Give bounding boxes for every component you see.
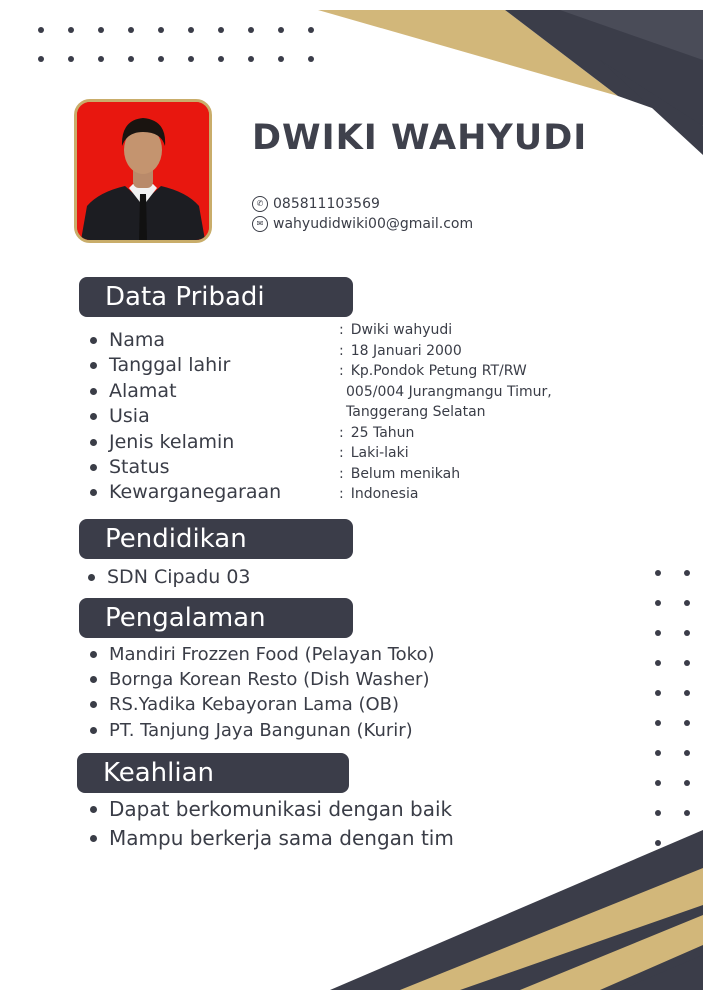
label-usia: Usia	[79, 404, 281, 429]
education-list	[77, 565, 251, 590]
decor-dot	[684, 720, 690, 726]
value-nama: : Dwiki wahyudi	[339, 322, 453, 338]
skills-list	[79, 795, 454, 853]
section-header-experience: Pengalaman	[79, 598, 353, 638]
decor-dot	[655, 750, 661, 756]
decor-dot	[684, 750, 690, 756]
section-header-skills: Keahlian	[77, 753, 349, 793]
value-status: : Belum menikah	[339, 465, 461, 482]
decor-dot	[218, 56, 224, 62]
decor-dot	[684, 600, 690, 606]
experience-item: Bornga Korean Resto (Dish Washer)	[79, 667, 435, 692]
label-status: Status	[79, 455, 281, 480]
decor-dot	[188, 56, 194, 62]
person-silhouette-icon	[77, 102, 209, 240]
decor-dot	[158, 56, 164, 62]
decor-dot	[655, 630, 661, 636]
decor-dot	[98, 56, 104, 62]
section-header-personal: Data Pribadi	[79, 277, 353, 317]
label-kewarganegaraan: Kewarganegaraan	[79, 480, 281, 505]
decor-dot	[278, 56, 284, 62]
value-usia: : 25 Tahun	[339, 424, 415, 441]
decor-dot	[655, 600, 661, 606]
skill-item: Mampu berkerja sama dengan tim	[79, 824, 454, 853]
label-alamat: Alamat	[79, 379, 281, 404]
decor-dot	[38, 56, 44, 62]
decor-dot	[188, 27, 194, 33]
skill-item: Dapat berkomunikasi dengan baik	[79, 795, 454, 824]
value-kewarganegaraan: : Indonesia	[339, 486, 419, 502]
decor-dot	[68, 27, 74, 33]
decor-dot	[308, 56, 314, 62]
decor-dot	[684, 660, 690, 666]
phone-icon: ✆	[252, 196, 268, 212]
decor-dot	[684, 690, 690, 696]
decor-dot	[38, 27, 44, 33]
decor-dot	[684, 570, 690, 576]
decor-dot	[655, 840, 661, 846]
decor-dot	[278, 27, 284, 33]
decor-dot	[684, 780, 690, 786]
email-address: wahyudidwiki00@gmail.com	[273, 216, 474, 232]
phone-contact[interactable]	[252, 196, 380, 212]
decor-dot	[248, 56, 254, 62]
decor-dot	[218, 27, 224, 33]
experience-item: RS.Yadika Kebayoran Lama (OB)	[79, 692, 435, 717]
decor-dot	[684, 630, 690, 636]
personal-values	[339, 320, 619, 505]
experience-list	[79, 642, 435, 743]
value-jenis-kelamin: : Laki-laki	[339, 445, 409, 461]
decor-dot	[128, 56, 134, 62]
experience-item: Mandiri Frozzen Food (Pelayan Toko)	[79, 642, 435, 667]
decor-dot	[128, 27, 134, 33]
label-jenis-kelamin: Jenis kelamin	[79, 430, 281, 455]
decor-dot	[684, 810, 690, 816]
decor-dot	[98, 27, 104, 33]
decor-dot	[655, 660, 661, 666]
profile-photo	[74, 99, 212, 243]
label-nama: Nama	[79, 328, 281, 353]
decor-dot	[655, 780, 661, 786]
decor-dot	[655, 570, 661, 576]
value-tanggal-lahir: : 18 Januari 2000	[339, 342, 462, 359]
phone-number: 085811103569	[273, 196, 380, 212]
label-tanggal-lahir: Tanggal lahir	[79, 353, 281, 378]
value-alamat: : Kp.Pondok Petung RT/RW 005/004 Jurangmangu Timur, Tanggerang Selatan	[339, 363, 552, 420]
full-name: DWIKI WAHYUDI	[252, 118, 588, 158]
decor-dot	[248, 27, 254, 33]
decor-dot	[655, 810, 661, 816]
section-header-education: Pendidikan	[79, 519, 353, 559]
education-item: SDN Cipadu 03	[77, 565, 251, 590]
mail-icon: ✉	[252, 216, 268, 232]
decor-dot	[158, 27, 164, 33]
experience-item: PT. Tanjung Jaya Bangunan (Kurir)	[79, 718, 435, 743]
decor-dot	[655, 720, 661, 726]
personal-labels-list	[79, 328, 281, 506]
decor-dot	[655, 690, 661, 696]
email-contact[interactable]	[252, 216, 473, 232]
decor-dot	[308, 27, 314, 33]
decor-dot	[68, 56, 74, 62]
